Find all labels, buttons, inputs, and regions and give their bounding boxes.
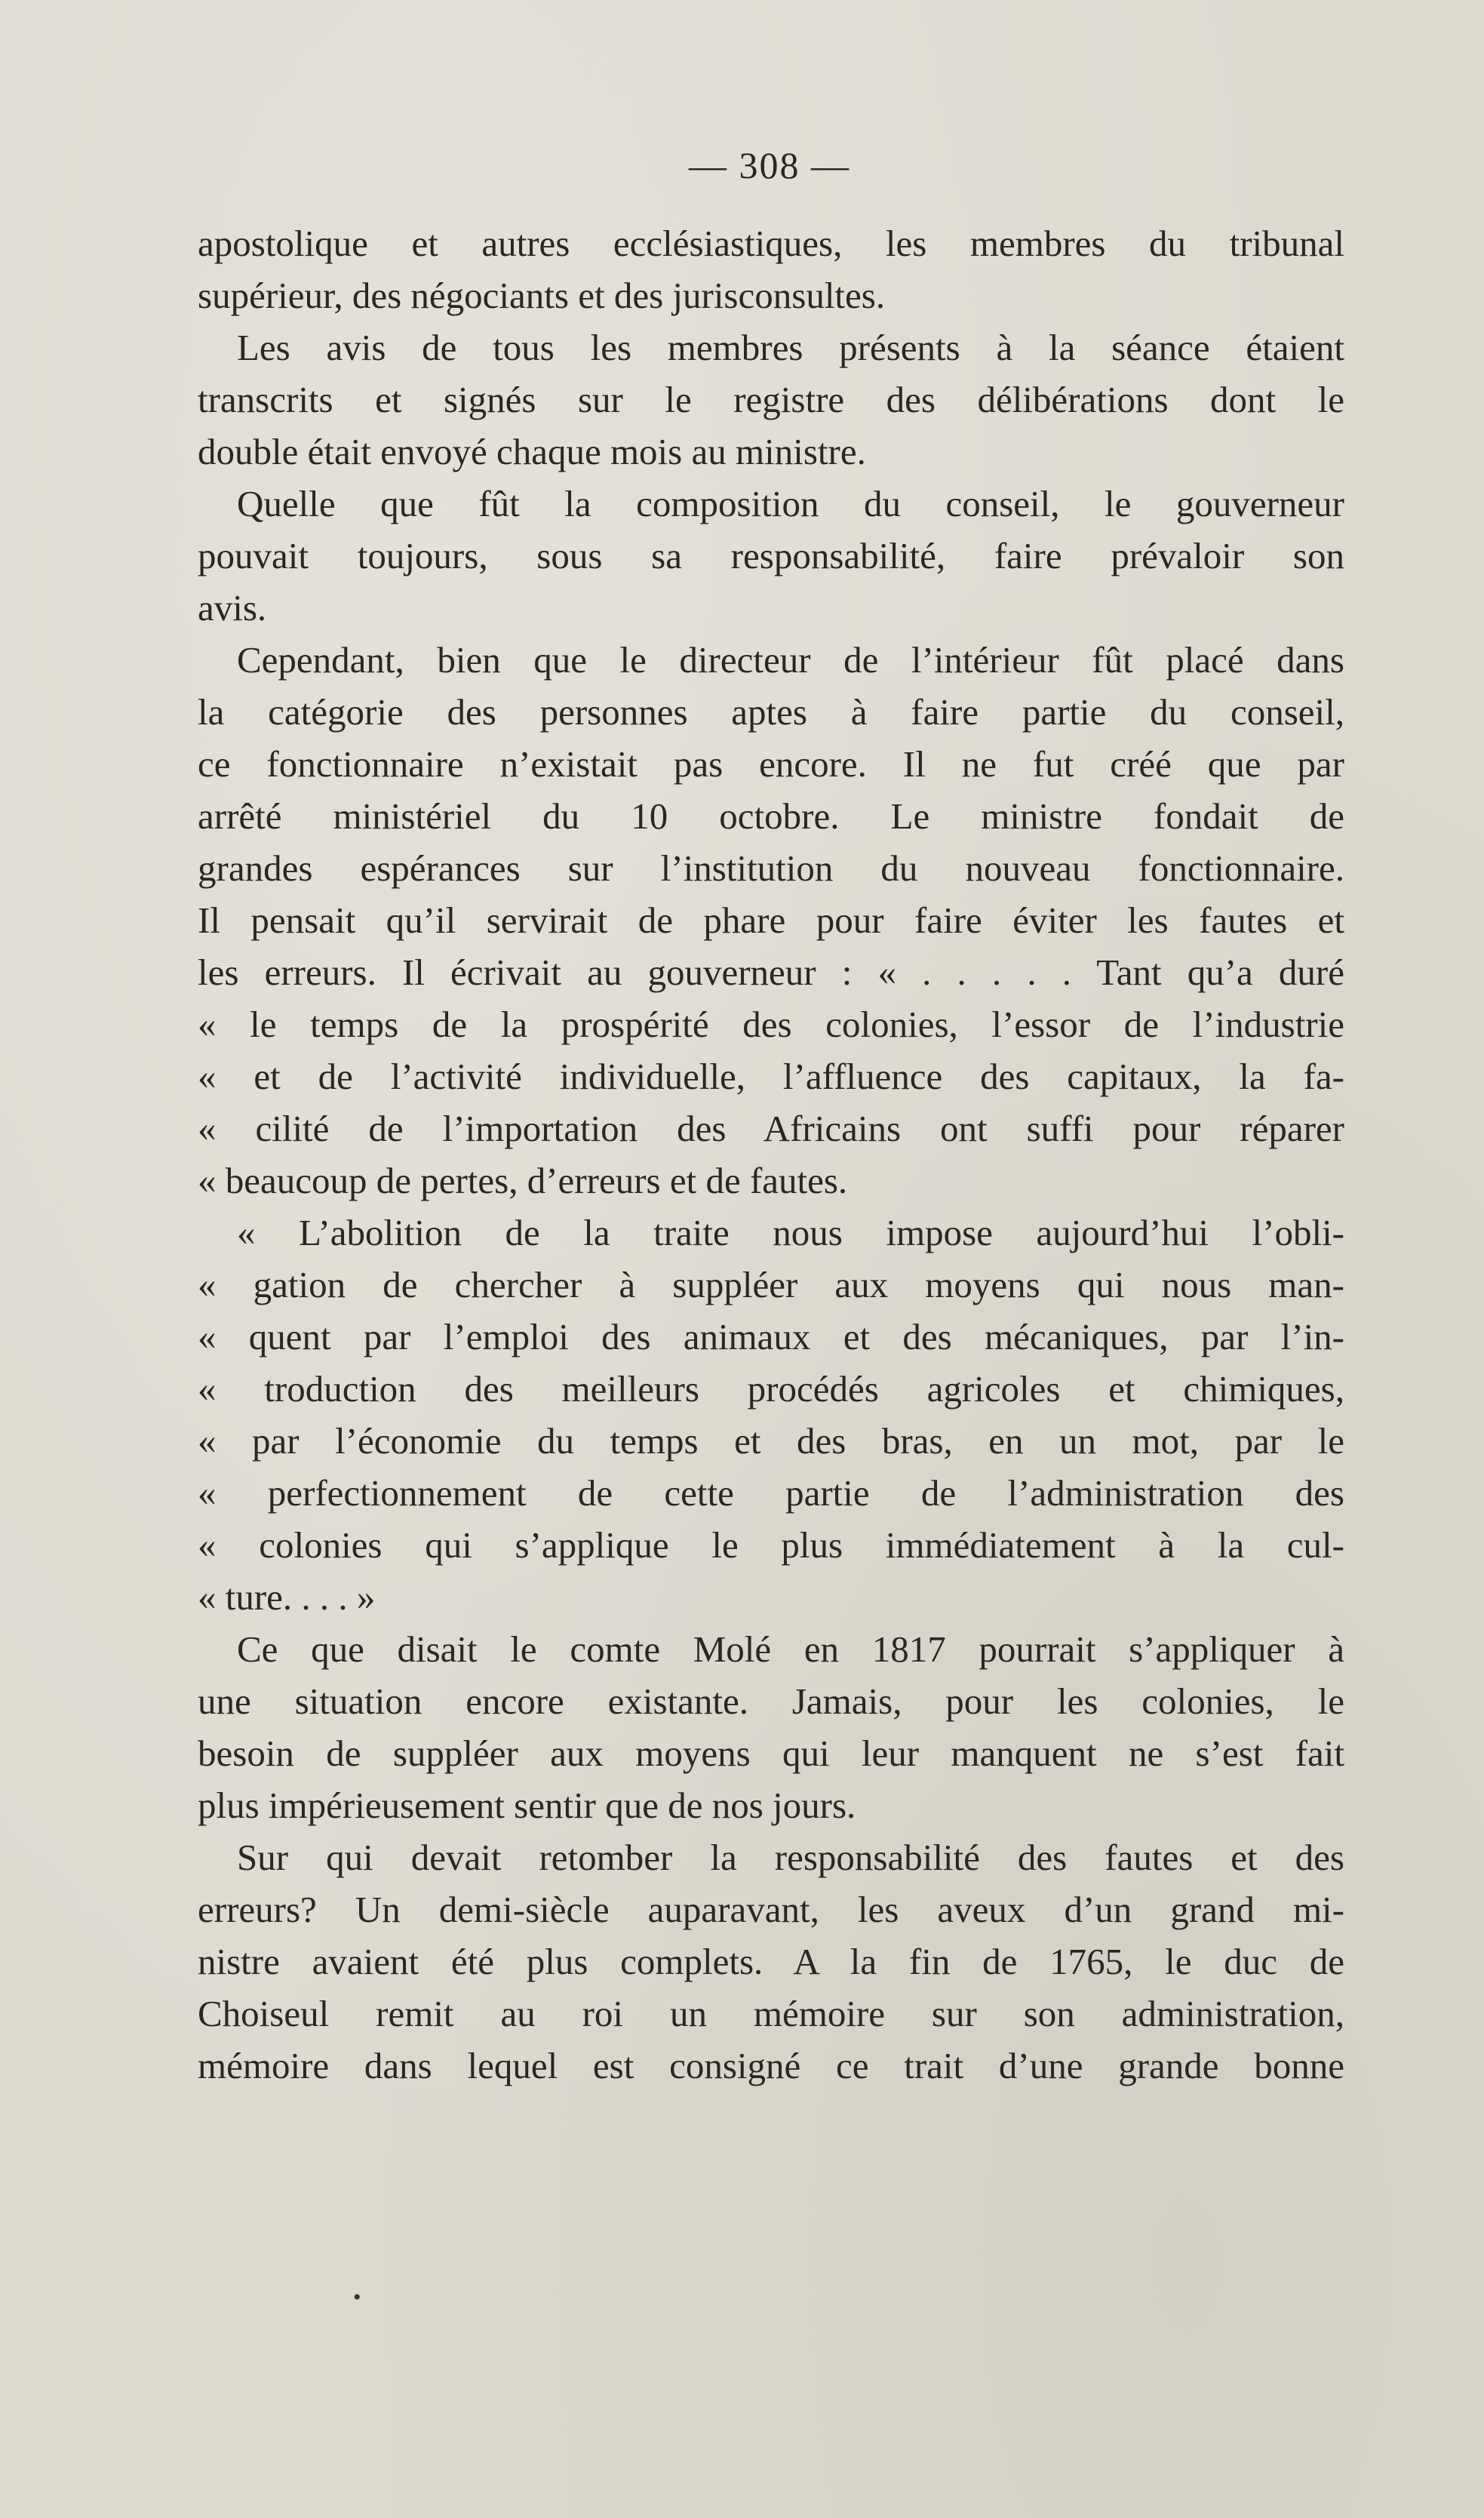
text-line: « troduction des meilleurs procédés agricoles et chimiques, xyxy=(198,1368,1344,1410)
text-line: Choiseul remit au roi un mémoire sur son administration, xyxy=(198,1993,1344,2034)
text-line: les erreurs. Il écrivait au gouverneur : « . . . . . Tant qu’a duré xyxy=(198,952,1344,993)
ink-speck: • xyxy=(353,2285,361,2310)
text-line: Il pensait qu’il servirait de phare pour faire éviter les fautes et xyxy=(198,899,1344,941)
text-line: nistre avaient été plus complets. A la fin de 1765, le duc de xyxy=(198,1941,1344,1982)
text-line: Ce que disait le comte Molé en 1817 pourrait s’appliquer à xyxy=(237,1628,1344,1670)
text-line: la catégorie des personnes aptes à faire partie du conseil, xyxy=(198,691,1344,733)
text-line: « gation de chercher à suppléer aux moyens qui nous man- xyxy=(198,1264,1344,1305)
text-line: « le temps de la prospérité des colonies, l’essor de l’industrie xyxy=(198,1004,1344,1045)
text-line: arrêté ministériel du 10 octobre. Le ministre fondait de xyxy=(198,795,1344,837)
text-line: une situation encore existante. Jamais, pour les colonies, le xyxy=(198,1680,1344,1722)
text-line: « quent par l’emploi des animaux et des mécaniques, par l’in- xyxy=(198,1316,1344,1357)
text-line: « par l’économie du temps et des bras, en un mot, par le xyxy=(198,1420,1344,1462)
text-line: plus impérieusement sentir que de nos jours. xyxy=(198,1785,856,1826)
text-line: ce fonctionnaire n’existait pas encore. Il ne fut créé que par xyxy=(198,743,1344,785)
text-line: erreurs? Un demi-siècle auparavant, les aveux d’un grand mi- xyxy=(198,1889,1344,1930)
text-line: double était envoyé chaque mois au ministre. xyxy=(198,431,866,472)
text-line: « colonies qui s’applique le plus immédiatement à la cul- xyxy=(198,1524,1344,1566)
text-line: supérieur, des négociants et des jurisconsultes. xyxy=(198,275,886,316)
text-line: avis. xyxy=(198,587,267,629)
text-line: « et de l’activité individuelle, l’affluence des capitaux, la fa- xyxy=(198,1056,1344,1097)
text-line: pouvait toujours, sous sa responsabilité, faire prévaloir son xyxy=(198,535,1344,576)
text-line: « perfectionnement de cette partie de l’administration des xyxy=(198,1472,1344,1514)
text-line: « L’abolition de la traite nous impose aujourd’hui l’obli- xyxy=(237,1212,1344,1253)
text-line: Sur qui devait retomber la responsabilité des fautes et des xyxy=(237,1837,1344,1878)
text-line: « beaucoup de pertes, d’erreurs et de fautes. xyxy=(198,1160,848,1201)
text-line: Cependant, bien que le directeur de l’intérieur fût placé dans xyxy=(237,639,1344,681)
page-number: — 308 — xyxy=(689,144,850,186)
text-line: « cilité de l’importation des Africains ont suffi pour réparer xyxy=(198,1108,1344,1149)
text-line: Les avis de tous les membres présents à la séance étaient xyxy=(237,327,1344,368)
text-line: « ture. . . . » xyxy=(198,1576,376,1618)
text-line: besoin de suppléer aux moyens qui leur manquent ne s’est fait xyxy=(198,1732,1344,1774)
text-line: transcrits et signés sur le registre des délibérations dont le xyxy=(198,379,1344,420)
text-line: apostolique et autres ecclésiastiques, les membres du tribunal xyxy=(198,223,1344,264)
body-text xyxy=(198,217,1344,2092)
text-line: Quelle que fût la composition du conseil, le gouverneur xyxy=(237,483,1344,524)
text-line: mémoire dans lequel est consigné ce trait d’une grande bonne xyxy=(198,2045,1344,2086)
text-line: grandes espérances sur l’institution du nouveau fonctionnaire. xyxy=(198,847,1344,889)
